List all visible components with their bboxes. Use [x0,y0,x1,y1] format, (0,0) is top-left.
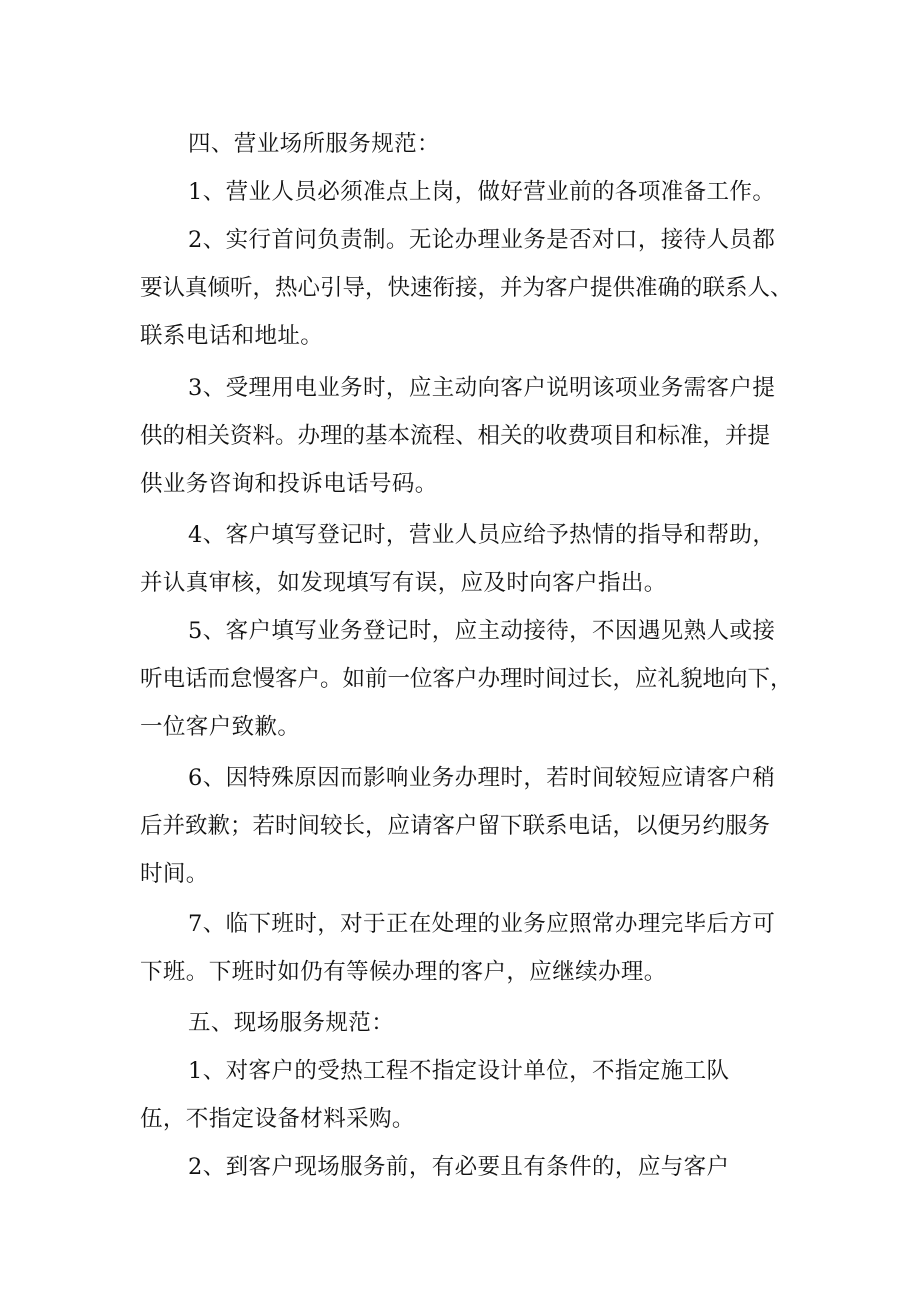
paragraph-line: 2、实行首问负责制。无论办理业务是否对口，接待人员都 [188,227,776,253]
paragraph-line: 5、客户填写业务登记时，应主动接待，不因遇见熟人或接 [188,618,776,644]
paragraph-line: 2、到客户现场服务前，有必要且有条件的，应与客户 [188,1154,730,1180]
paragraph-line: 一位客户致歉。 [140,714,301,740]
paragraph-line: 7、临下班时，对于正在处理的业务应照常办理完毕后方可 [188,911,776,937]
paragraph-line: 听电话而怠慢客户。如前一位客户办理时间过长，应礼貌地向下， [140,666,793,692]
section-heading: 四、营业场所服务规范： [188,131,440,157]
paragraph-line: 1、对客户的受热工程不指定设计单位，不指定施工队 [188,1058,730,1084]
paragraph-line: 4、客户填写登记时，营业人员应给予热情的指导和帮助， [188,522,776,548]
paragraph-line: 6、因特殊原因而影响业务办理时，若时间较短应请客户稍 [188,765,776,791]
paragraph-line: 1、营业人员必须准点上岗，做好营业前的各项准备工作。 [188,179,776,205]
paragraph-line: 伍，不指定设备材料采购。 [140,1106,415,1132]
paragraph-line: 供的相关资料。办理的基本流程、相关的收费项目和标准，并提 [140,423,771,449]
paragraph-line: 下班。下班时如仍有等候办理的客户，应继续办理。 [140,959,667,985]
paragraph-line: 后并致歉；若时间较长，应请客户留下联系电话，以便另约服务 [140,813,771,839]
paragraph-line: 联系电话和地址。 [140,323,324,349]
section-heading: 五、现场服务规范： [188,1010,395,1036]
paragraph-line: 3、受理用电业务时，应主动向客户说明该项业务需客户提 [188,375,776,401]
paragraph-line: 要认真倾听，热心引导，快速衔接，并为客户提供准确的联系人、 [140,275,793,301]
paragraph-line: 时间。 [140,861,209,887]
paragraph-line: 供业务咨询和投诉电话号码。 [140,471,438,497]
paragraph-line: 并认真审核，如发现填写有误，应及时向客户指出。 [140,570,667,596]
